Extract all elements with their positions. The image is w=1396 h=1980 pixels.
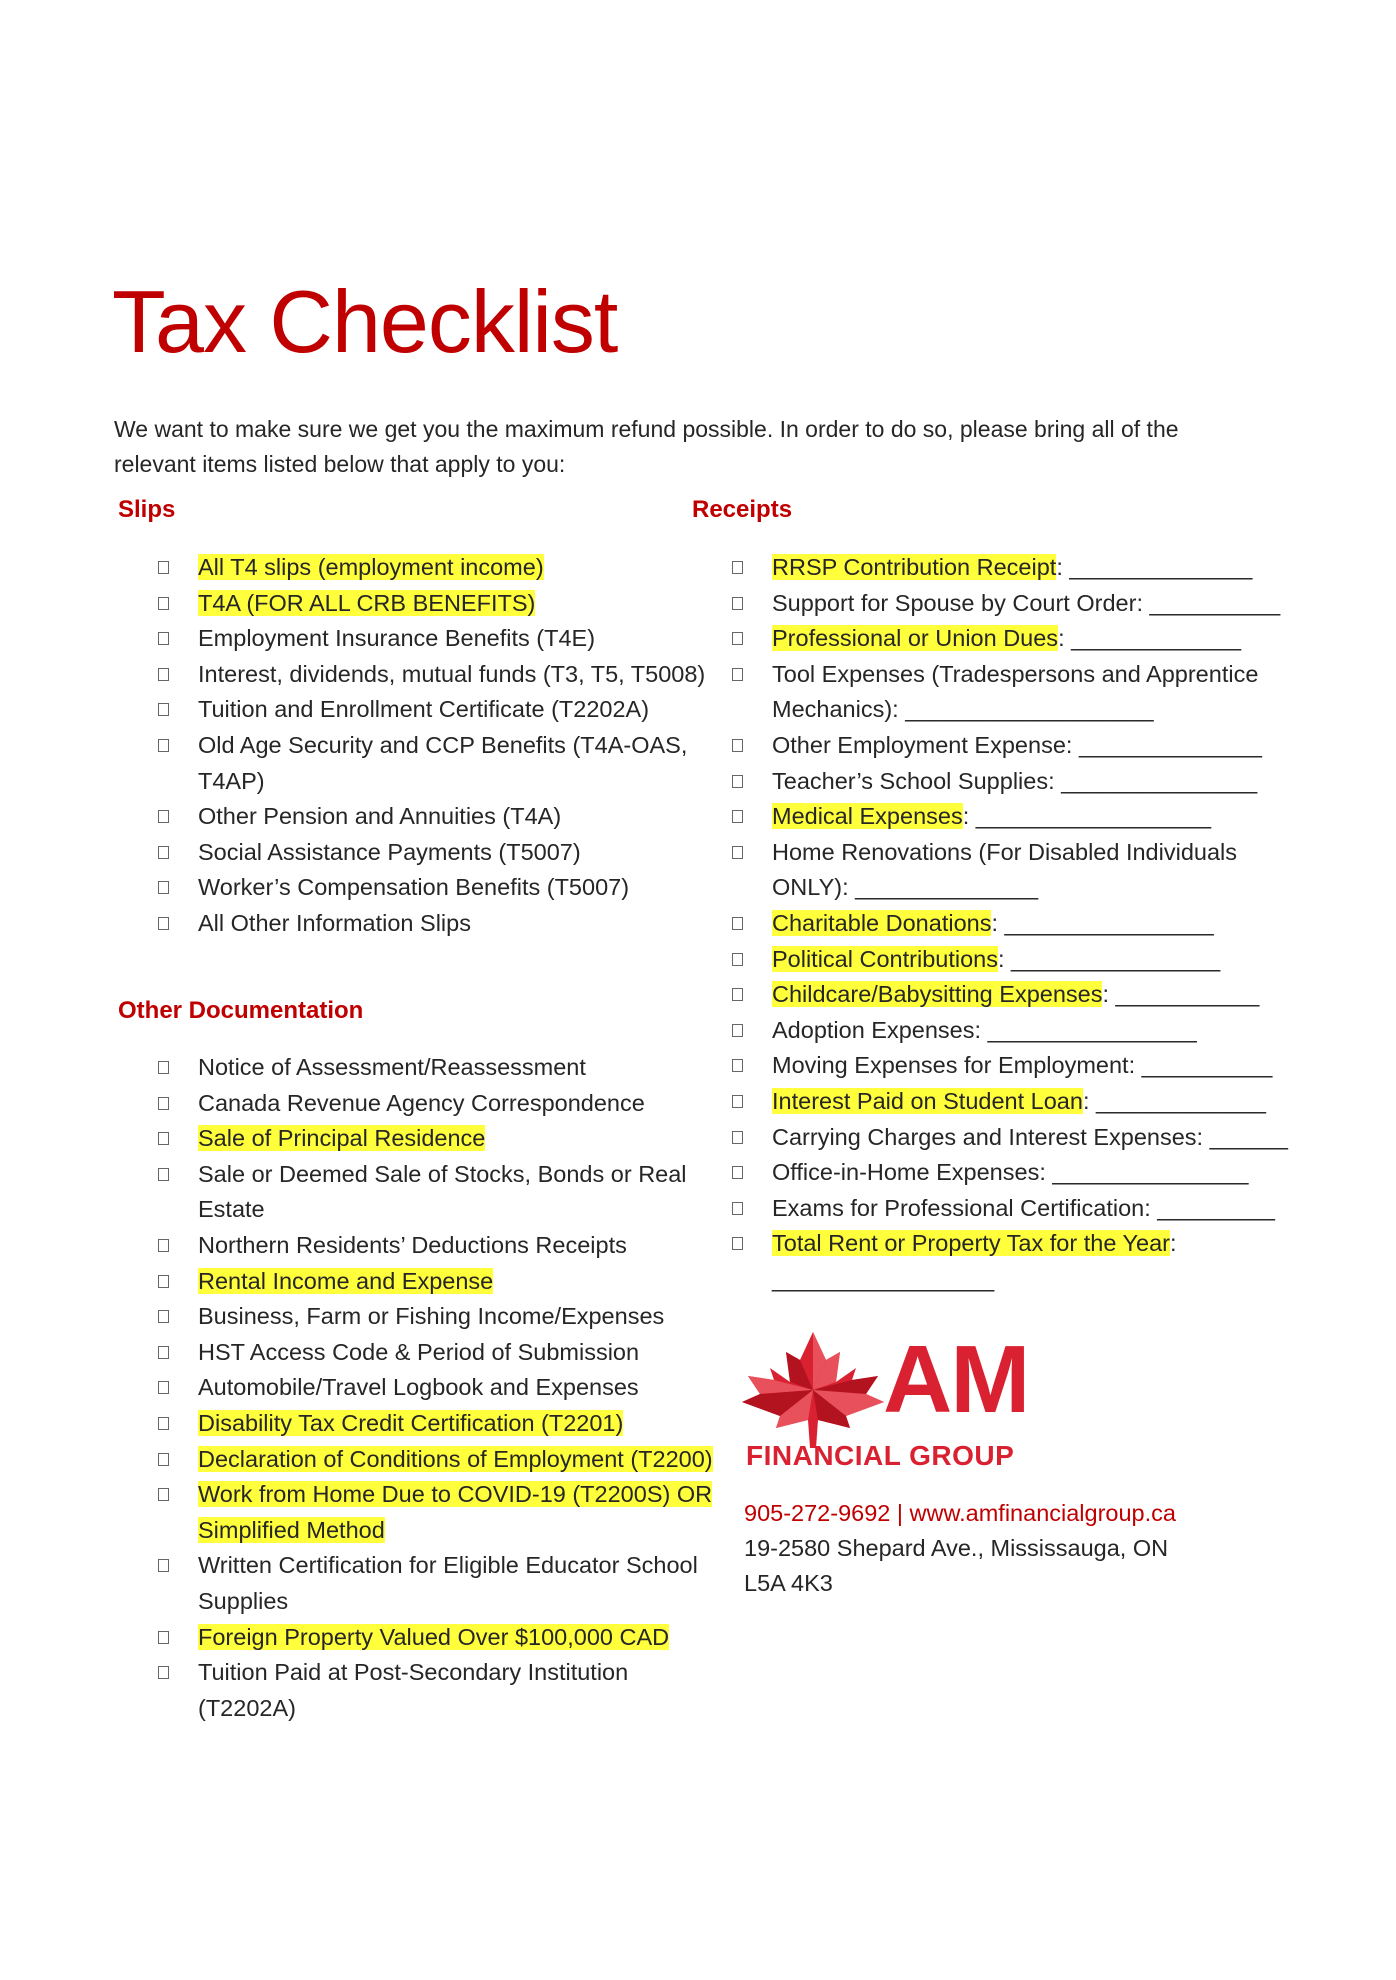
checkbox[interactable] [158, 1631, 169, 1644]
item-label: Other Employment Expense [772, 731, 1066, 758]
receipt-item [732, 799, 1292, 835]
address-line-2: L5A 4K3 [744, 1570, 833, 1596]
receipt-item [732, 977, 1292, 1013]
item-label: Automobile/Travel Logbook and Expenses [198, 1374, 639, 1401]
checkbox[interactable] [732, 953, 743, 966]
slip-item [158, 586, 718, 622]
item-blank-line[interactable]: : ______________ [842, 874, 1039, 901]
item-blank-line[interactable]: : ________________ [991, 909, 1214, 936]
checkbox[interactable] [158, 1061, 169, 1074]
item-label: Written Certification for Eligible Educator School Supplies [198, 1552, 698, 1614]
checkbox[interactable] [158, 1097, 169, 1110]
checkbox[interactable] [158, 917, 169, 930]
item-blank-line[interactable]: : __________ [1136, 589, 1281, 616]
checkbox[interactable] [158, 703, 169, 716]
checkbox[interactable] [732, 668, 743, 681]
item-label: Teacher’s School Supplies [772, 767, 1049, 794]
document-item [158, 1121, 718, 1157]
item-label: Childcare/Babysitting Expenses [772, 981, 1103, 1008]
checkbox[interactable] [158, 1559, 169, 1572]
document-item [158, 1264, 718, 1300]
item-label: All Other Information Slips [198, 909, 471, 936]
item-label: Foreign Property Valued Over $100,000 CAD [198, 1623, 670, 1650]
receipt-item [732, 906, 1292, 942]
address-line-1: 19-2580 Shepard Ave., Mississauga, ON [744, 1535, 1169, 1561]
item-label: Interest, dividends, mutual funds (T3, T5, T5008) [198, 660, 706, 687]
document-item [158, 1086, 718, 1122]
logo-mark: AM [883, 1326, 1029, 1433]
checkbox[interactable] [158, 1310, 169, 1323]
slip-item [158, 692, 718, 728]
item-label: Business, Farm or Fishing Income/Expenses [198, 1303, 665, 1330]
phone-website: 905-272-9692 | www.amfinancialgroup.ca [744, 1500, 1176, 1526]
item-label: Office-in-Home Expenses [772, 1159, 1040, 1186]
receipt-item [732, 1013, 1292, 1049]
item-blank-line[interactable]: : _______________ [1048, 767, 1258, 794]
checkbox[interactable] [732, 632, 743, 645]
checkbox[interactable] [732, 917, 743, 930]
checkbox[interactable] [732, 1095, 743, 1108]
item-label: Tool Expenses (Tradespersons and Apprentice Mechanics) [772, 660, 1259, 723]
document-item [158, 1620, 718, 1656]
item-label: Notice of Assessment/Reassessment [198, 1054, 586, 1080]
company-logo [728, 1326, 1048, 1480]
document-item [158, 1442, 718, 1478]
receipt-item [732, 1191, 1292, 1227]
checkbox[interactable] [732, 1237, 743, 1250]
checkbox[interactable] [158, 1417, 169, 1430]
checkbox[interactable] [158, 632, 169, 645]
item-label: Charitable Donations [772, 909, 992, 936]
checkbox[interactable] [158, 846, 169, 859]
item-blank-line[interactable]: : _______________ [1039, 1159, 1249, 1186]
maple-leaf-icon [728, 1330, 898, 1450]
checkbox[interactable] [732, 1059, 743, 1072]
item-label: Exams for Professional Certification [772, 1194, 1145, 1221]
document-item [158, 1335, 718, 1371]
checkbox[interactable] [732, 597, 743, 610]
checkbox[interactable] [732, 561, 743, 574]
checkbox[interactable] [732, 1131, 743, 1144]
item-label: Canada Revenue Agency Correspondence [198, 1089, 645, 1116]
document-item [158, 1477, 718, 1548]
checkbox[interactable] [732, 1202, 743, 1215]
item-label: Social Assistance Payments (T5007) [198, 838, 581, 865]
page-title: Tax Checklist [112, 272, 618, 371]
item-label: Worker’s Compensation Benefits (T5007) [198, 874, 630, 901]
document-item [158, 1370, 718, 1406]
item-label: Home Renovations (For Disabled Individuals ONLY) [772, 838, 1237, 901]
receipt-item [732, 1226, 1292, 1297]
item-blank-line[interactable]: : ______________ [1056, 554, 1253, 580]
receipt-item [732, 1120, 1292, 1156]
checkbox[interactable] [158, 881, 169, 894]
checkbox[interactable] [732, 775, 743, 788]
item-label: Northern Residents’ Deductions Receipts [198, 1231, 627, 1258]
document-item [158, 1228, 718, 1264]
intro-paragraph: We want to make sure we get you the maximum refund possible. In order to do so, please bring all of the relevant items listed below that apply to you: [114, 416, 1179, 477]
item-label: Tuition and Enrollment Certificate (T2202A) [198, 696, 650, 723]
checkbox[interactable] [158, 810, 169, 823]
checkbox[interactable] [732, 988, 743, 1001]
slip-item [158, 728, 718, 799]
receipt-item [732, 728, 1292, 764]
checkbox[interactable] [732, 810, 743, 823]
item-blank-line[interactable]: : ___________ [1102, 981, 1260, 1008]
other-documentation-heading: Other Documentation [118, 997, 364, 1024]
checkbox[interactable] [158, 1346, 169, 1359]
item-label: RRSP Contribution Receipt [772, 554, 1057, 580]
slip-item [158, 870, 718, 906]
receipt-item [732, 835, 1292, 906]
item-label: Moving Expenses for Employment [772, 1052, 1129, 1079]
item-label: Sale of Principal Residence [198, 1125, 486, 1152]
slip-item [158, 621, 718, 657]
item-blank-line[interactable]: : ______________ [1065, 731, 1262, 758]
receipt-item [732, 550, 1292, 586]
logo-subtitle: FINANCIAL GROUP [746, 1440, 1015, 1471]
slip-item [158, 835, 718, 871]
item-blank-line[interactable]: : _____________ [1082, 1087, 1266, 1114]
item-label: Professional or Union Dues [772, 625, 1059, 652]
item-blank-line[interactable]: : ______ [1196, 1123, 1289, 1150]
item-label: Disability Tax Credit Certification (T2201) [198, 1409, 624, 1436]
item-label: Tuition Paid at Post-Secondary Institution (T2202A) [198, 1659, 629, 1721]
receipt-item [732, 942, 1292, 978]
checkbox[interactable] [158, 1453, 169, 1466]
item-label: Sale or Deemed Sale of Stocks, Bonds or Real Estate [198, 1160, 687, 1223]
item-label: Work from Home Due to COVID-19 (T2200S) OR Simplified Method [198, 1481, 713, 1543]
receipts-list [732, 550, 1292, 1297]
item-label: Political Contributions [772, 945, 998, 972]
item-label: Carrying Charges and Interest Expenses [772, 1123, 1197, 1150]
item-blank-line[interactable]: : ___________________ [892, 696, 1154, 723]
checkbox[interactable] [158, 1666, 169, 1679]
item-label: Declaration of Conditions of Employment (T2200) [198, 1445, 713, 1472]
receipt-item [732, 657, 1292, 728]
document-item [158, 1050, 718, 1086]
item-label: T4A (FOR ALL CRB BENEFITS) [198, 589, 536, 616]
receipts-heading: Receipts [692, 496, 793, 523]
checkbox[interactable] [158, 561, 169, 574]
document-item [158, 1299, 718, 1335]
slip-item [158, 657, 718, 693]
checkbox[interactable] [732, 1166, 743, 1179]
item-label: HST Access Code & Period of Submission [198, 1338, 640, 1365]
receipt-item [732, 1084, 1292, 1120]
checkbox[interactable] [158, 1239, 169, 1252]
item-blank-line[interactable]: : _________________ [772, 1230, 1177, 1292]
document-item [158, 1548, 718, 1619]
item-label: Support for Spouse by Court Order [772, 589, 1137, 616]
item-label: Interest Paid on Student Loan [772, 1087, 1083, 1114]
slip-item [158, 550, 718, 586]
item-blank-line[interactable]: : ________________ [974, 1016, 1197, 1043]
checkbox[interactable] [158, 1275, 169, 1288]
slips-list [158, 550, 718, 942]
document-item [158, 1157, 718, 1228]
checkbox[interactable] [158, 668, 169, 681]
document-item [158, 1655, 718, 1726]
receipt-item [732, 764, 1292, 800]
other-documentation-list [158, 1050, 718, 1726]
item-blank-line[interactable]: : __________________ [962, 803, 1212, 830]
document-item [158, 1406, 718, 1442]
checkbox[interactable] [158, 597, 169, 610]
checkbox[interactable] [732, 1024, 743, 1037]
item-label: All T4 slips (employment income) [198, 554, 544, 580]
item-label: Medical Expenses [772, 803, 963, 830]
slip-item [158, 906, 718, 942]
item-label: Employment Insurance Benefits (T4E) [198, 625, 596, 652]
slips-heading: Slips [118, 496, 176, 523]
item-blank-line[interactable]: : _________ [1144, 1194, 1275, 1221]
checkbox[interactable] [158, 1488, 169, 1501]
item-label: Total Rent or Property Tax for the Year [772, 1230, 1170, 1257]
receipt-item [732, 621, 1292, 657]
item-blank-line[interactable]: : __________ [1128, 1052, 1273, 1079]
checkbox[interactable] [158, 1381, 169, 1394]
slip-item [158, 799, 718, 835]
item-blank-line[interactable]: : _____________ [1058, 625, 1242, 652]
receipt-item [732, 586, 1292, 622]
checkbox[interactable] [158, 1168, 169, 1181]
checkbox[interactable] [732, 846, 743, 859]
item-label: Other Pension and Annuities (T4A) [198, 803, 562, 830]
receipt-item [732, 1048, 1292, 1084]
item-label: Old Age Security and CCP Benefits (T4A-OAS, T4AP) [198, 731, 688, 794]
item-blank-line[interactable]: : ________________ [997, 945, 1221, 972]
item-label: Adoption Expenses [772, 1016, 975, 1043]
receipt-item [732, 1155, 1292, 1191]
contact-block [744, 1496, 1304, 1601]
checkbox[interactable] [158, 739, 169, 752]
checkbox[interactable] [732, 739, 743, 752]
item-label: Rental Income and Expense [198, 1267, 494, 1294]
checkbox[interactable] [158, 1132, 169, 1145]
